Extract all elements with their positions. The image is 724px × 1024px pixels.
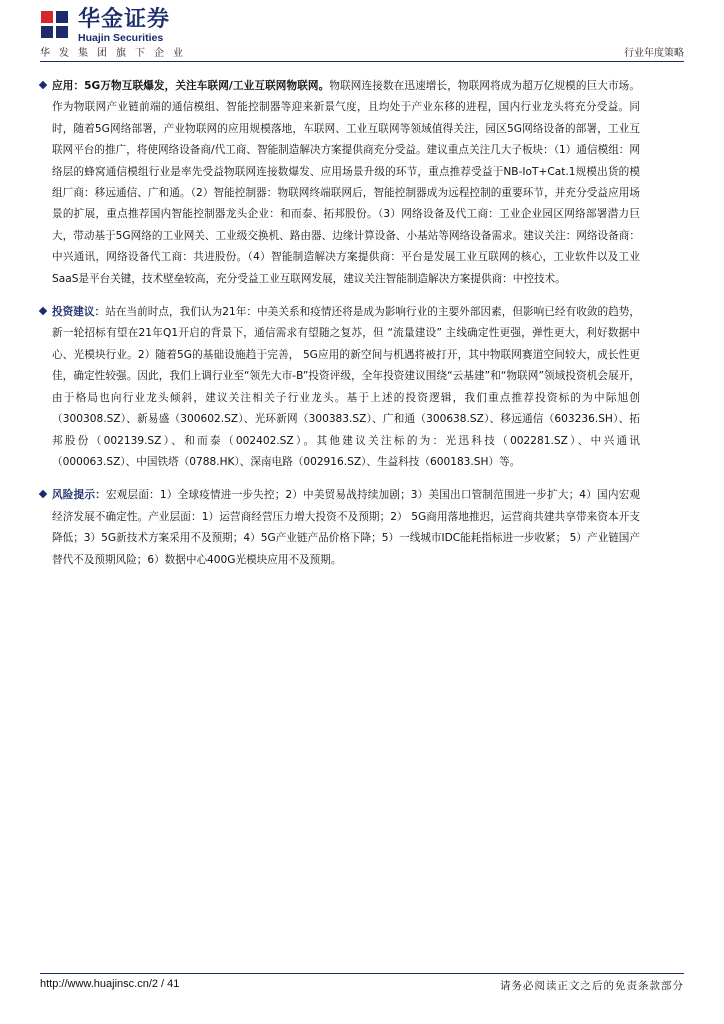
diamond-bullet-icon	[39, 307, 47, 315]
header-divider	[40, 61, 684, 62]
footer-divider	[40, 973, 684, 974]
huajin-logo-icon	[40, 10, 70, 40]
paragraph-text: 宏观层面：1）全球疫情进一步失控；2）中美贸易战持续加剧；3）美国出口管制范围进一步扩大；4）国内宏观经济发展不确定性。产业层面：1）运营商经营压力增大投资不及预期；2） 5G商用落地推迟，运营商共建共享带来资本开支降低；3）5G新技术方案采用不及预期；4）5G产业链产品价格下降；5）一线城市IDC能耗指标进一步收紧； 5）产业链国产替代不及预期风险；6）数据中心400G光模块应用不及预期。	[52, 489, 640, 566]
logo-chinese-name: 华金证券	[78, 7, 171, 32]
diamond-bullet-icon	[39, 490, 47, 498]
paragraph-application	[40, 76, 640, 290]
header-subtitle: 华发集团旗下企业	[40, 48, 192, 59]
diamond-bullet-icon	[39, 81, 47, 89]
paragraph-lead: 投资建议：	[52, 306, 106, 319]
report-body	[40, 76, 640, 583]
paragraph-text: 物联网连接数在迅速增长，物联网将成为超万亿规模的巨大市场。作为物联网产业链前端的通信模组、智能控制器等迎来新景气度，且均处于产业东移的进程，国内行业龙头将充分受益。同时，随着5G网络部署，产业物联网的应用规模落地，车联网、工业互联网等领域值得关注，园区5G网络设备的部署，工业互联网平台的推广，将使网络设备商/代工商、智能制造解决方案提供商充分受益。建议重点关注几大子板块：（1）通信模组：网络层的蜂窝通信模组行业是率先受益物联网连接数爆发、应用场景升级的环节，重点推荐受益于NB-IoT+Cat.1规模出货的模组厂商：移远通信、广和通。（2）智能控制器：物联网终端联网后，智能控制器成为远程控制的重要环节，并充分受益应用场景的扩展，重点推荐国内智能控制器龙头企业：和而泰、拓邦股份。（3）网络设备及代工商：工业企业园区网络部署潜力巨大，带动基于5G网络的工业网关、工业级交换机、路由器、边缘计算设备、小基站等网络设备需求。建议关注：网络设备商：中兴通讯，网络设备代工商：共进股份。（4）智能制造解决方案提供商：平台是发展工业互联网的核心，工业软件以及工业SaaS是平台关键，技术壁垒较高，充分受益工业互联网发展，建议关注智能制造解决方案提供商：中控技术。	[52, 80, 640, 285]
paragraph-lead: 应用：5G万物互联爆发，关注车联网/工业互联网物联网。	[52, 80, 330, 92]
paragraph-text: 站在当前时点，我们认为21年：中美关系和疫情还将是成为影响行业的主要外部因素，但影响已经有收敛的趋势，新一轮招标有望在21年Q1开启的背景下，通信需求有望随之复苏，但 “流量建设” 主线确定性更强，弹性更大，利好数据中心、光模块行业。2）随着5G的基础设施趋于完善， 5G应用的新空间与机遇将被打开，其中物联网赛道空间较大，成长性更佳，确定性较强。因此，我们上调行业至“领先大市-B”投资评级，全年投资建议围绕“云基建”和“物联网”领域投资机会展开，由于格局也向行业龙头倾斜，建议关注相关子行业龙头。基于上述的投资逻辑，我们重点推荐投资标的为中际旭创（300308.SZ）、新易盛（300602.SZ）、光环新网（300383.SZ）、广和通（300638.SZ）、移远通信（603236.SH）、拓邦股份（002139.SZ）、和而泰（002402.SZ）。其他建议关注标的为：光迅科技（002281.SZ）、中兴通讯（000063.SZ）、中国铁塔（0788.HK）、深南电路（002916.SZ）、生益科技（600183.SH）等。	[52, 306, 640, 468]
paragraph-lead: 风险提示：	[52, 489, 106, 502]
paragraph-risk-warning	[40, 485, 640, 571]
disclaimer-note: 请务必阅读正文之后的免责条款部分	[500, 980, 684, 992]
report-type-label: 行业年度策略	[624, 48, 684, 59]
footer-url-page[interactable]: http://www.huajinsc.cn/2 / 41	[40, 978, 180, 990]
paragraph-investment-advice	[40, 302, 640, 473]
page-header	[40, 6, 684, 62]
logo-english-name: Huajin Securities	[78, 32, 164, 44]
